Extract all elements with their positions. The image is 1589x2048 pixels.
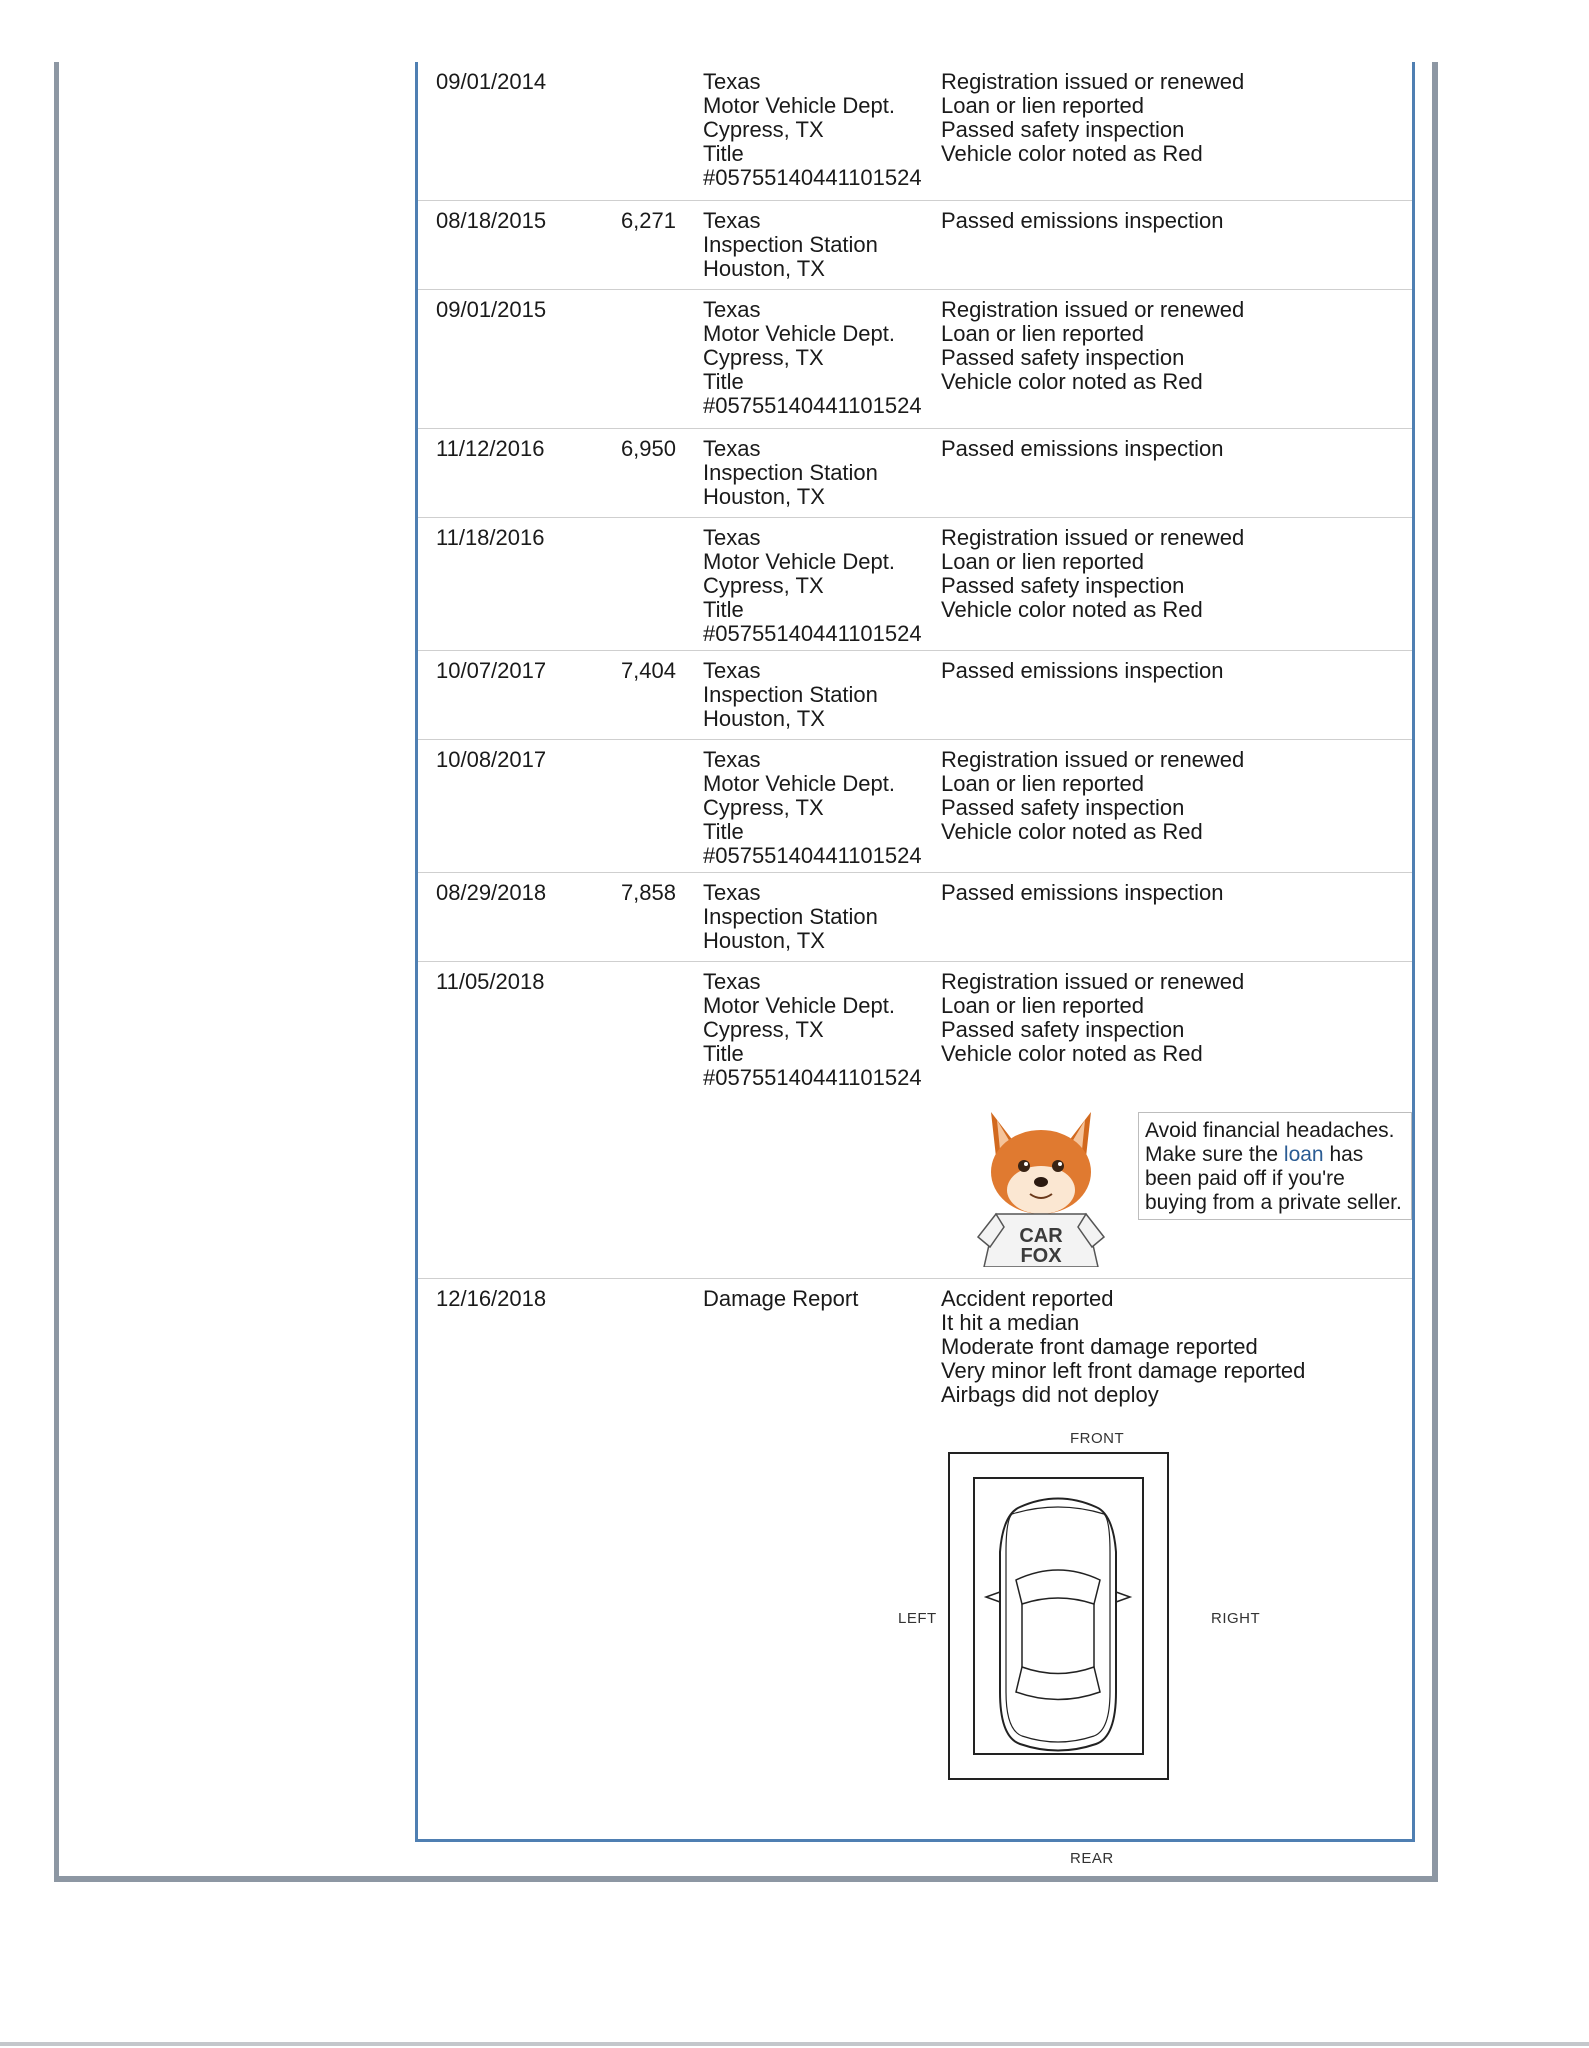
record-date: 10/07/2017	[436, 658, 547, 683]
outer-frame-right	[1432, 62, 1438, 1882]
detail-line: Registration issued or renewed	[941, 69, 1245, 94]
source-line: Texas	[703, 880, 761, 905]
source-line: Cypress, TX	[703, 117, 824, 142]
record-details	[941, 298, 1411, 394]
record-source	[703, 437, 953, 509]
detail-line: Loan or lien reported	[941, 771, 1145, 796]
source-line: Houston, TX	[703, 256, 825, 281]
record-source	[703, 748, 953, 868]
record-source	[703, 298, 953, 418]
source-line: #05755140441101524	[703, 1065, 922, 1090]
detail-line: Accident reported	[941, 1286, 1114, 1311]
source-line: Inspection Station	[703, 460, 878, 485]
record-date: 11/12/2016	[436, 436, 545, 461]
source-line: Motor Vehicle Dept.	[703, 549, 895, 574]
detail-line: Vehicle color noted as Red	[941, 1041, 1203, 1066]
source-line: Motor Vehicle Dept.	[703, 993, 895, 1018]
source-line: Inspection Station	[703, 682, 878, 707]
record-details	[941, 526, 1411, 622]
detail-line: Vehicle color noted as Red	[941, 141, 1203, 166]
record-date: 11/05/2018	[436, 969, 545, 994]
detail-line: Passed safety inspection	[941, 345, 1185, 370]
detail-line: Moderate front damage reported	[941, 1334, 1258, 1359]
detail-line: It hit a median	[941, 1310, 1080, 1335]
page-bottom-rule	[0, 2042, 1589, 2046]
detail-line: Airbags did not deploy	[941, 1382, 1159, 1407]
record-source	[703, 970, 953, 1090]
diagram-rear-label: REAR	[1070, 1850, 1114, 1867]
record-source	[703, 70, 953, 190]
source-line: Cypress, TX	[703, 1017, 824, 1042]
record-date: 09/01/2014	[436, 69, 547, 94]
source-line: Cypress, TX	[703, 573, 824, 598]
history-row	[418, 873, 1412, 962]
loan-link[interactable]: loan	[1283, 1143, 1324, 1166]
record-odometer: 7,404	[620, 658, 676, 683]
record-details	[941, 659, 1411, 683]
source-line: Title	[703, 819, 744, 844]
record-date: 08/18/2015	[436, 208, 547, 233]
detail-line: Registration issued or renewed	[941, 525, 1245, 550]
record-date: 11/18/2016	[436, 525, 545, 550]
source-line: #05755140441101524	[703, 165, 922, 190]
source-line: Motor Vehicle Dept.	[703, 321, 895, 346]
source-line: #05755140441101524	[703, 393, 922, 418]
detail-line: Vehicle color noted as Red	[941, 597, 1203, 622]
source-line: Texas	[703, 747, 761, 772]
record-date: 10/08/2017	[436, 747, 547, 772]
record-source	[703, 526, 953, 646]
source-line: Texas	[703, 297, 761, 322]
car-top-view-icon	[948, 1452, 1170, 1780]
source-line: Texas	[703, 525, 761, 550]
source-line: Title	[703, 597, 744, 622]
record-details	[941, 209, 1411, 233]
carfox-mascot-icon	[966, 1102, 1116, 1267]
source-line: Damage Report	[703, 1286, 859, 1311]
source-line: Cypress, TX	[703, 345, 824, 370]
detail-line: Passed emissions inspection	[941, 436, 1224, 461]
record-details	[941, 70, 1411, 166]
detail-line: Loan or lien reported	[941, 993, 1145, 1018]
history-row	[418, 62, 1412, 201]
record-odometer: 6,271	[620, 208, 676, 233]
detail-line: Registration issued or renewed	[941, 969, 1245, 994]
outer-frame-bottom	[54, 1876, 1438, 1882]
record-source	[703, 1287, 953, 1311]
source-line: Houston, TX	[703, 484, 825, 509]
source-line: Motor Vehicle Dept.	[703, 771, 895, 796]
carfox-mascot	[966, 1102, 1116, 1267]
detail-line: Passed emissions inspection	[941, 208, 1224, 233]
history-row	[418, 740, 1412, 873]
shirt-text-line2: FOX	[1020, 1245, 1062, 1267]
record-date: 12/16/2018	[436, 1286, 547, 1311]
record-details	[941, 881, 1411, 905]
history-row	[418, 651, 1412, 740]
detail-line: Passed emissions inspection	[941, 658, 1224, 683]
diagram-left-label: LEFT	[898, 1610, 937, 1627]
source-line: Cypress, TX	[703, 795, 824, 820]
source-line: Texas	[703, 208, 761, 233]
history-row	[418, 201, 1412, 290]
source-line: Motor Vehicle Dept.	[703, 93, 895, 118]
damage-diagram	[898, 1430, 1278, 1870]
detail-line: Passed safety inspection	[941, 795, 1185, 820]
shirt-text-line1: CAR	[1019, 1225, 1063, 1247]
record-date: 08/29/2018	[436, 880, 547, 905]
detail-line: Loan or lien reported	[941, 321, 1145, 346]
record-details	[941, 1287, 1411, 1407]
record-details	[941, 970, 1411, 1066]
source-line: Inspection Station	[703, 904, 878, 929]
detail-line: Passed emissions inspection	[941, 880, 1224, 905]
tip-text-before: Avoid financial headaches. Make sure the	[1145, 1119, 1395, 1166]
tip-text-after: has been paid off if you're buying from a private seller.	[1145, 1143, 1402, 1214]
history-row	[418, 429, 1412, 518]
history-row	[418, 290, 1412, 429]
detail-line: Registration issued or renewed	[941, 297, 1245, 322]
diagram-right-label: RIGHT	[1211, 1610, 1261, 1627]
source-line: Title	[703, 369, 744, 394]
detail-line: Vehicle color noted as Red	[941, 819, 1203, 844]
source-line: Texas	[703, 436, 761, 461]
source-line: Inspection Station	[703, 232, 878, 257]
record-source	[703, 659, 953, 731]
detail-line: Passed safety inspection	[941, 573, 1185, 598]
record-source	[703, 881, 953, 953]
source-line: Houston, TX	[703, 928, 825, 953]
source-line: Texas	[703, 969, 761, 994]
detail-line: Passed safety inspection	[941, 117, 1185, 142]
source-line: Texas	[703, 658, 761, 683]
source-line: Texas	[703, 69, 761, 94]
history-row	[418, 518, 1412, 651]
detail-line: Loan or lien reported	[941, 93, 1145, 118]
source-line: #05755140441101524	[703, 621, 922, 646]
record-details	[941, 748, 1411, 844]
outer-frame-left	[54, 62, 59, 1882]
detail-line: Loan or lien reported	[941, 549, 1145, 574]
record-odometer: 7,858	[620, 880, 676, 905]
loan-tip-box	[1138, 1112, 1412, 1220]
record-details	[941, 437, 1411, 461]
detail-line: Passed safety inspection	[941, 1017, 1185, 1042]
source-line: #05755140441101524	[703, 843, 922, 868]
diagram-front-label: FRONT	[1070, 1430, 1125, 1447]
record-date: 09/01/2015	[436, 297, 547, 322]
record-odometer: 6,950	[620, 436, 676, 461]
source-line: Title	[703, 1041, 744, 1066]
source-line: Houston, TX	[703, 706, 825, 731]
detail-line: Very minor left front damage reported	[941, 1358, 1306, 1383]
detail-line: Registration issued or renewed	[941, 747, 1245, 772]
source-line: Title	[703, 141, 744, 166]
detail-line: Vehicle color noted as Red	[941, 369, 1203, 394]
vehicle-history-panel	[415, 62, 1415, 1867]
record-source	[703, 209, 953, 281]
